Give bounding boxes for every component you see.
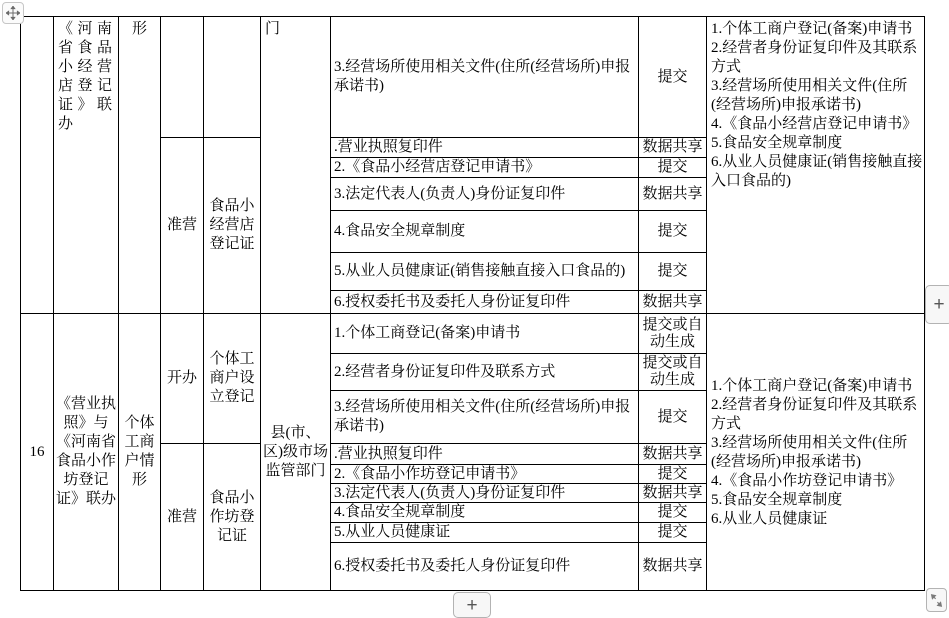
material-text-cell[interactable]: 3.经营场所使用相关文件(住所(经营场所)申报承诺书)	[330, 390, 639, 444]
material-method-cell[interactable]: 提交	[638, 464, 707, 484]
material-method-cell[interactable]: 数据共享	[638, 443, 707, 465]
material-text-cell[interactable]: 2.经营者身份证复印件及联系方式	[330, 353, 639, 391]
result-item: 4.《食品小经营店登记申请书》	[711, 116, 918, 132]
material-method-cell[interactable]: 提交或自动生成	[638, 353, 707, 391]
move-icon	[6, 6, 20, 20]
material-text-cell[interactable]: 5.从业人员健康证(销售接触直接入口食品的)	[330, 252, 639, 291]
result-item: 6.从业人员健康证	[711, 510, 828, 527]
prev-row-situation-cell[interactable]: 形	[118, 16, 161, 314]
add-column-button[interactable]	[925, 285, 949, 324]
material-text-cell[interactable]: 6.授权委托书及委托人身份证复印件	[330, 542, 639, 591]
result-item: 3.经营场所使用相关文件(住所(经营场所)申报承诺书)	[711, 78, 908, 113]
prev-row-department-cell[interactable]: 门	[260, 16, 331, 314]
material-text-cell[interactable]: .营业执照复印件	[330, 137, 639, 158]
add-row-button[interactable]	[453, 592, 491, 618]
row16-stage-permit-cell[interactable]: 准营	[160, 443, 204, 591]
material-method-cell[interactable]: 提交	[638, 157, 707, 178]
result-item: 1.个体工商户登记(备案)申请书	[711, 21, 913, 37]
plus-icon: +	[933, 294, 945, 315]
material-method-cell[interactable]: 数据共享	[638, 542, 707, 591]
result-item: 5.食品安全规章制度	[711, 135, 843, 151]
material-text-cell[interactable]: 6.授权委托书及委托人身份证复印件	[330, 290, 639, 314]
result-item: 2.经营者身份证复印件及其联系方式	[711, 40, 918, 75]
result-item: 3.经营场所使用相关文件(住所(经营场所)申报承诺书)	[711, 434, 908, 470]
prev-row-number-cell[interactable]	[20, 16, 54, 314]
result-item: 4.《食品小作坊登记申请书》	[711, 472, 903, 489]
row16-number-cell[interactable]: 16	[20, 313, 54, 591]
material-method-cell[interactable]: 提交	[638, 502, 707, 523]
material-method-cell[interactable]: 提交	[638, 252, 707, 291]
result-item: 1.个体工商户登记(备案)申请书	[711, 377, 913, 394]
material-text-cell[interactable]: 3.法定代表人(负责人)身份证复印件	[330, 177, 639, 211]
prev-row-registration-permit-cell[interactable]: 食品小经营店登记证	[203, 137, 261, 314]
plus-icon: +	[466, 594, 478, 616]
resize-icon	[930, 593, 943, 608]
material-text-cell[interactable]: 5.从业人员健康证	[330, 522, 639, 543]
prev-row-results-cell[interactable]	[706, 16, 925, 314]
material-method-cell[interactable]: 数据共享	[638, 177, 707, 211]
material-method-cell[interactable]: 提交	[638, 522, 707, 543]
row16-cert-name-cell[interactable]: 《营业执照》与《河南省食品小作坊登记证》联办	[53, 313, 119, 591]
material-method-cell[interactable]: 数据共享	[638, 290, 707, 314]
material-method-cell[interactable]: 提交	[638, 16, 707, 138]
material-method-cell[interactable]: 数据共享	[638, 137, 707, 158]
material-method-cell[interactable]: 提交	[638, 390, 707, 444]
row16-department-cell[interactable]: 县(市、区)级市场监管部门	[260, 313, 331, 591]
row16-registration-permit-cell[interactable]: 食品小作坊登记证	[203, 443, 261, 591]
table-resize-handle[interactable]	[926, 588, 947, 612]
material-method-cell[interactable]: 提交	[638, 210, 707, 253]
prev-row-registration-open-cell[interactable]	[203, 16, 261, 138]
prev-row-stage-open-cell[interactable]	[160, 16, 204, 138]
material-text-cell[interactable]: 4.食品安全规章制度	[330, 502, 639, 523]
material-text-cell[interactable]: 1.个体工商登记(备案)申请书	[330, 313, 639, 354]
row16-stage-open-cell[interactable]: 开办	[160, 313, 204, 444]
result-item: 2.经营者身份证复印件及其联系方式	[711, 396, 918, 432]
result-item: 6.从业人员健康证(销售接触直接入口食品的)	[711, 154, 923, 189]
prev-row-stage-permit-cell[interactable]: 准营	[160, 137, 204, 314]
material-text-cell[interactable]: .营业执照复印件	[330, 443, 639, 465]
material-method-cell[interactable]: 提交或自动生成	[638, 313, 707, 354]
result-item: 5.食品安全规章制度	[711, 491, 843, 508]
row16-results-cell[interactable]	[706, 313, 925, 591]
row16-registration-open-cell[interactable]: 个体工商户设立登记	[203, 313, 261, 444]
row16-situation-cell[interactable]: 个体工商户情形	[118, 313, 161, 591]
material-text-cell[interactable]: 4.食品安全规章制度	[330, 210, 639, 253]
material-text-cell[interactable]: 2.《食品小作坊登记申请书》	[330, 464, 639, 484]
material-text-cell[interactable]: 3.法定代表人(负责人)身份证复印件	[330, 483, 639, 503]
material-text-cell[interactable]: 2.《食品小经营店登记申请书》	[330, 157, 639, 178]
prev-row-cert-name-cell[interactable]: 《河南省食品小经营店登记证》联办	[53, 16, 119, 314]
material-method-cell[interactable]: 数据共享	[638, 483, 707, 503]
material-text-cell[interactable]: 3.经营场所使用相关文件(住所(经营场所)申报承诺书)	[330, 16, 639, 138]
table-move-handle[interactable]	[2, 2, 24, 24]
